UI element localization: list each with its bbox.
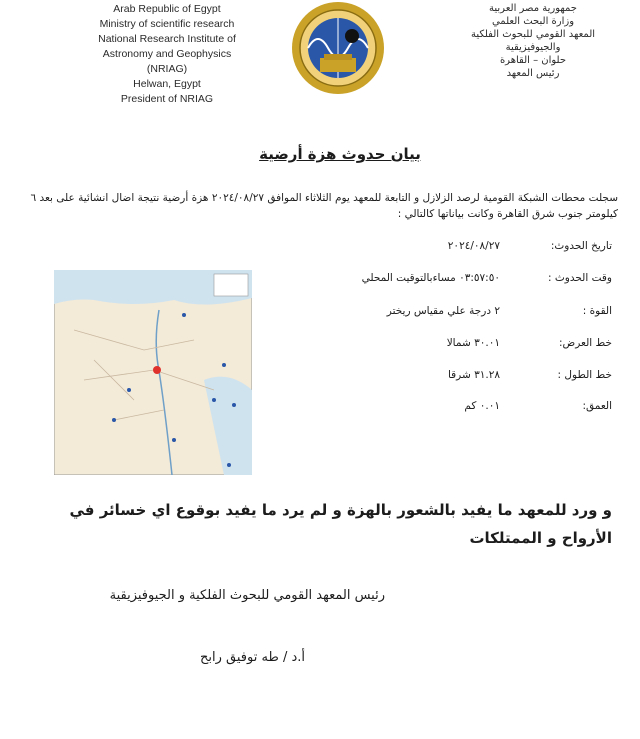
ar-line: حلوان – القاهرة (499, 55, 567, 66)
en-line: National Research Institute of (98, 33, 236, 45)
document-title: بيان حدوث هزة أرضية (259, 145, 421, 163)
epicenter-map (54, 270, 252, 475)
signatory-title: رئيس المعهد القومي للبحوث الفلكية و الجيوفيزيقية (109, 588, 385, 603)
damage-statement: و ورد للمعهد ما يفيد بالشعور بالهزة و لم يرد ما يفيد بوقوع اي خسائر في الأرواح و الممتلكات (69, 501, 612, 547)
detail-value: ٠.٠١ كم (464, 400, 500, 412)
nriag-logo-seal (290, 0, 386, 96)
ar-line: وزارة البحث العلمي (491, 16, 575, 27)
detail-label: القوة : (582, 305, 612, 317)
detail-label: العمق: (582, 400, 612, 412)
detail-label: خط العرض: (558, 337, 612, 349)
detail-value: ٢٠٢٤/٠٨/٢٧ (447, 240, 500, 252)
detail-value: ٣١.٢٨ شرقا (447, 369, 500, 381)
en-line: President of NRIAG (120, 93, 214, 105)
detail-label: وقت الحدوث : (548, 272, 612, 284)
ar-line: جمهورية مصر العربية (489, 3, 577, 14)
signatory-name: أ.د / طه توفيق رابح (200, 650, 305, 665)
english-letterhead (72, 2, 262, 107)
en-line: Arab Republic of Egypt (113, 3, 221, 15)
en-line: (NRIAG) (146, 63, 188, 75)
arabic-letterhead (438, 2, 628, 80)
detail-value: ٣٠.٠١ شمالا (446, 337, 500, 349)
detail-label: تاريخ الحدوث: (550, 240, 612, 252)
ar-line: المعهد القومي للبحوث الفلكية (470, 29, 596, 40)
ar-line: رئيس المعهد (506, 68, 560, 79)
intro-paragraph: سجلت محطات الشبكة القومية لرصد الزلازل و التابعة للمعهد يوم الثلاثاء الموافق ٢٠٢٤/٠٨/٢٧ هزة أرضية نتيجة اضال انشائية على بعد ٦ كيلومتر جنوب شرق القاهرة وكانت بياناتها كالتالي : (30, 192, 618, 220)
detail-label: خط الطول : (557, 369, 612, 381)
en-line: Helwan, Egypt (133, 78, 201, 90)
detail-value: ٢ درجة علي مقياس ريختر (386, 305, 500, 317)
en-line: Astronomy and Geophysics (102, 48, 232, 60)
ar-line: والجيوفيزيقية (505, 42, 561, 53)
en-line: Ministry of scientific research (99, 18, 235, 30)
detail-value: ٠٣:٥٧:٥٠ مساءبالتوقيت المحلي (361, 272, 500, 284)
